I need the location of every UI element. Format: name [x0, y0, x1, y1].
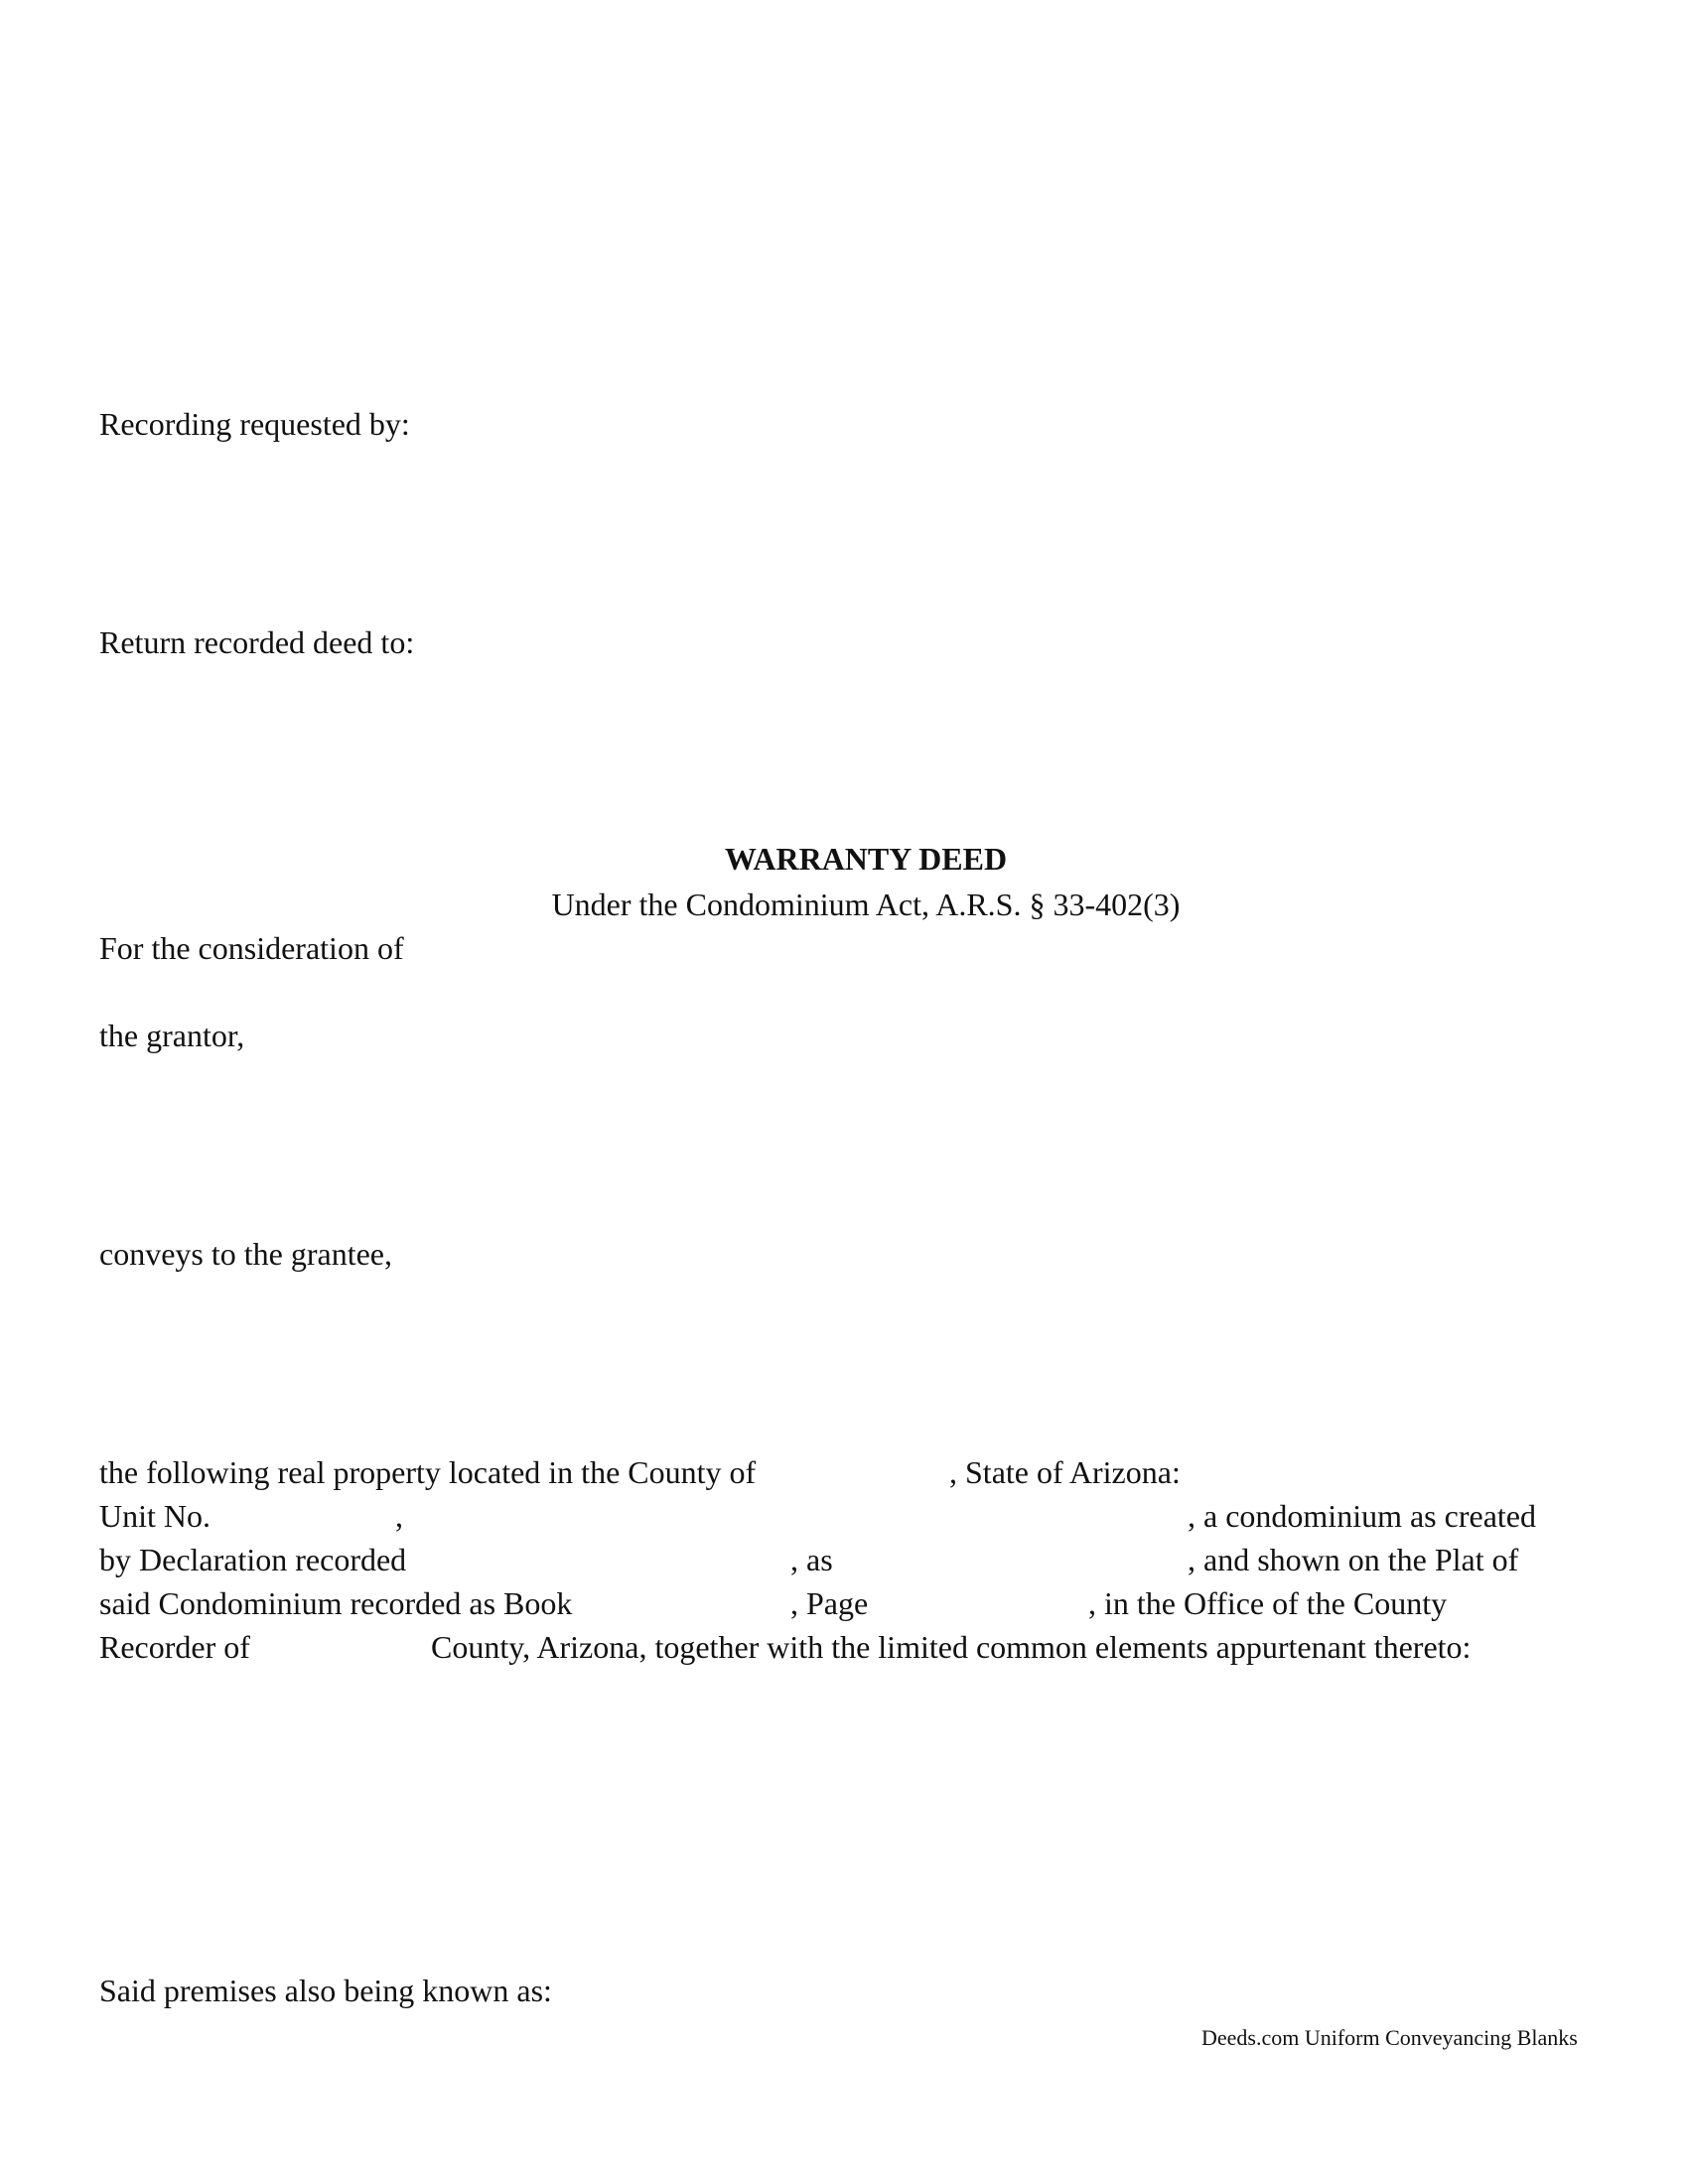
property-line-2b: , [395, 1498, 403, 1534]
premises-label: Said premises also being known as: [99, 1973, 552, 2008]
consideration-label: For the consideration of [99, 930, 404, 966]
property-line-3b: , as [790, 1542, 833, 1577]
property-line-3a: by Declaration recorded [99, 1542, 407, 1577]
property-line-1a: the following real property located in the County of [99, 1454, 757, 1490]
document-title: WARRANTY DEED [724, 841, 1008, 877]
property-line-3c: , and shown on the Plat of [1188, 1542, 1519, 1577]
property-line-5a: Recorder of [99, 1629, 250, 1665]
grantee-label: conveys to the grantee, [99, 1236, 392, 1272]
footer-credit: Deeds.com Uniform Conveyancing Blanks [1201, 2025, 1578, 2050]
document-subtitle: Under the Condominium Act, A.R.S. § 33-402(3) [551, 887, 1181, 922]
property-line-5b: County, Arizona, together with the limited common elements appurtenant thereto: [431, 1629, 1472, 1665]
property-line-4b: , Page [790, 1585, 869, 1621]
grantor-label: the grantor, [99, 1018, 245, 1053]
return-recorded-deed-to-label: Return recorded deed to: [99, 624, 415, 660]
property-line-4a: said Condominium recorded as Book [99, 1585, 573, 1621]
property-line-2c: , a condominium as created [1188, 1498, 1536, 1534]
property-line-2a: Unit No. [99, 1498, 211, 1534]
property-line-4c: , in the Office of the County [1088, 1585, 1448, 1621]
property-line-1b: , State of Arizona: [949, 1454, 1181, 1490]
recording-requested-by-label: Recording requested by: [99, 406, 410, 442]
